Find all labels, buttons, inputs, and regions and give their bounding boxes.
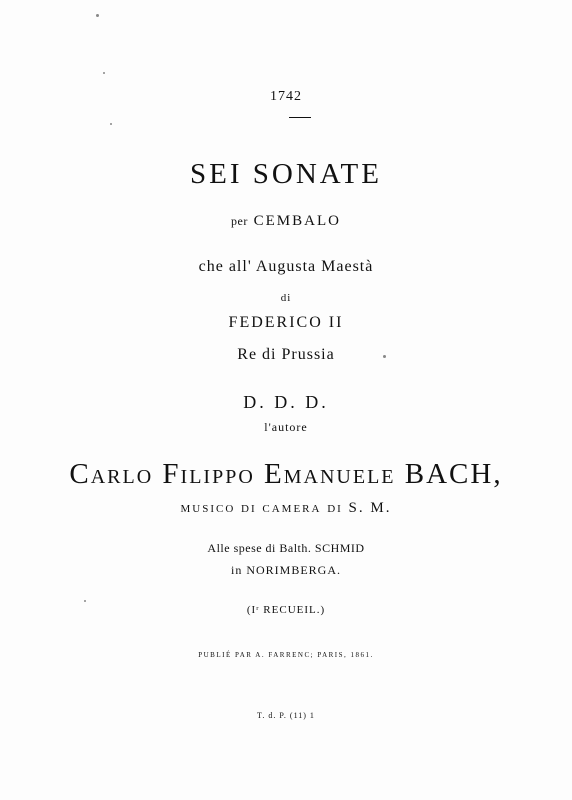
publisher-line-2: in NORIMBERGA. [230, 563, 341, 577]
composer-position: musico di camera di S. M. [180, 500, 392, 516]
dedication-line-2: di [280, 292, 292, 304]
paper-speck [383, 355, 386, 358]
dedication-line-1: che all' Augusta Maestà [198, 258, 374, 275]
publisher-imprint: PUBLIÉ PAR A. FARRENC; PARIS, 1861. [198, 651, 374, 659]
ddd-line: D. D. D. [243, 392, 329, 412]
page-title: SEI SONATE [190, 158, 382, 190]
paper-speck [84, 600, 86, 602]
publisher-line-1: Alle spese di Balth. SCHMID [207, 541, 365, 555]
paper-speck [96, 14, 99, 17]
dedication-line-4: Re di Prussia [237, 346, 335, 363]
year: 1742 [270, 89, 302, 104]
paper-speck [103, 72, 105, 74]
subtitle-prefix: per [231, 214, 248, 228]
paper-speck [110, 123, 112, 125]
composer-name: Carlo Filippo Emanuele [69, 458, 396, 490]
catalog-mark: T. d. P. (11) 1 [257, 711, 315, 720]
subtitle [0, 213, 572, 230]
subtitle-instrument: CEMBALO [253, 213, 341, 229]
recueil-label: (Iʳ RECUEIL.) [246, 604, 326, 616]
year-rule [289, 117, 311, 118]
author-label: l'autore [264, 420, 308, 434]
composer-surname: BACH, [404, 458, 503, 490]
composer-line [0, 458, 572, 491]
dedication-line-3: FEDERICO II [228, 314, 344, 331]
